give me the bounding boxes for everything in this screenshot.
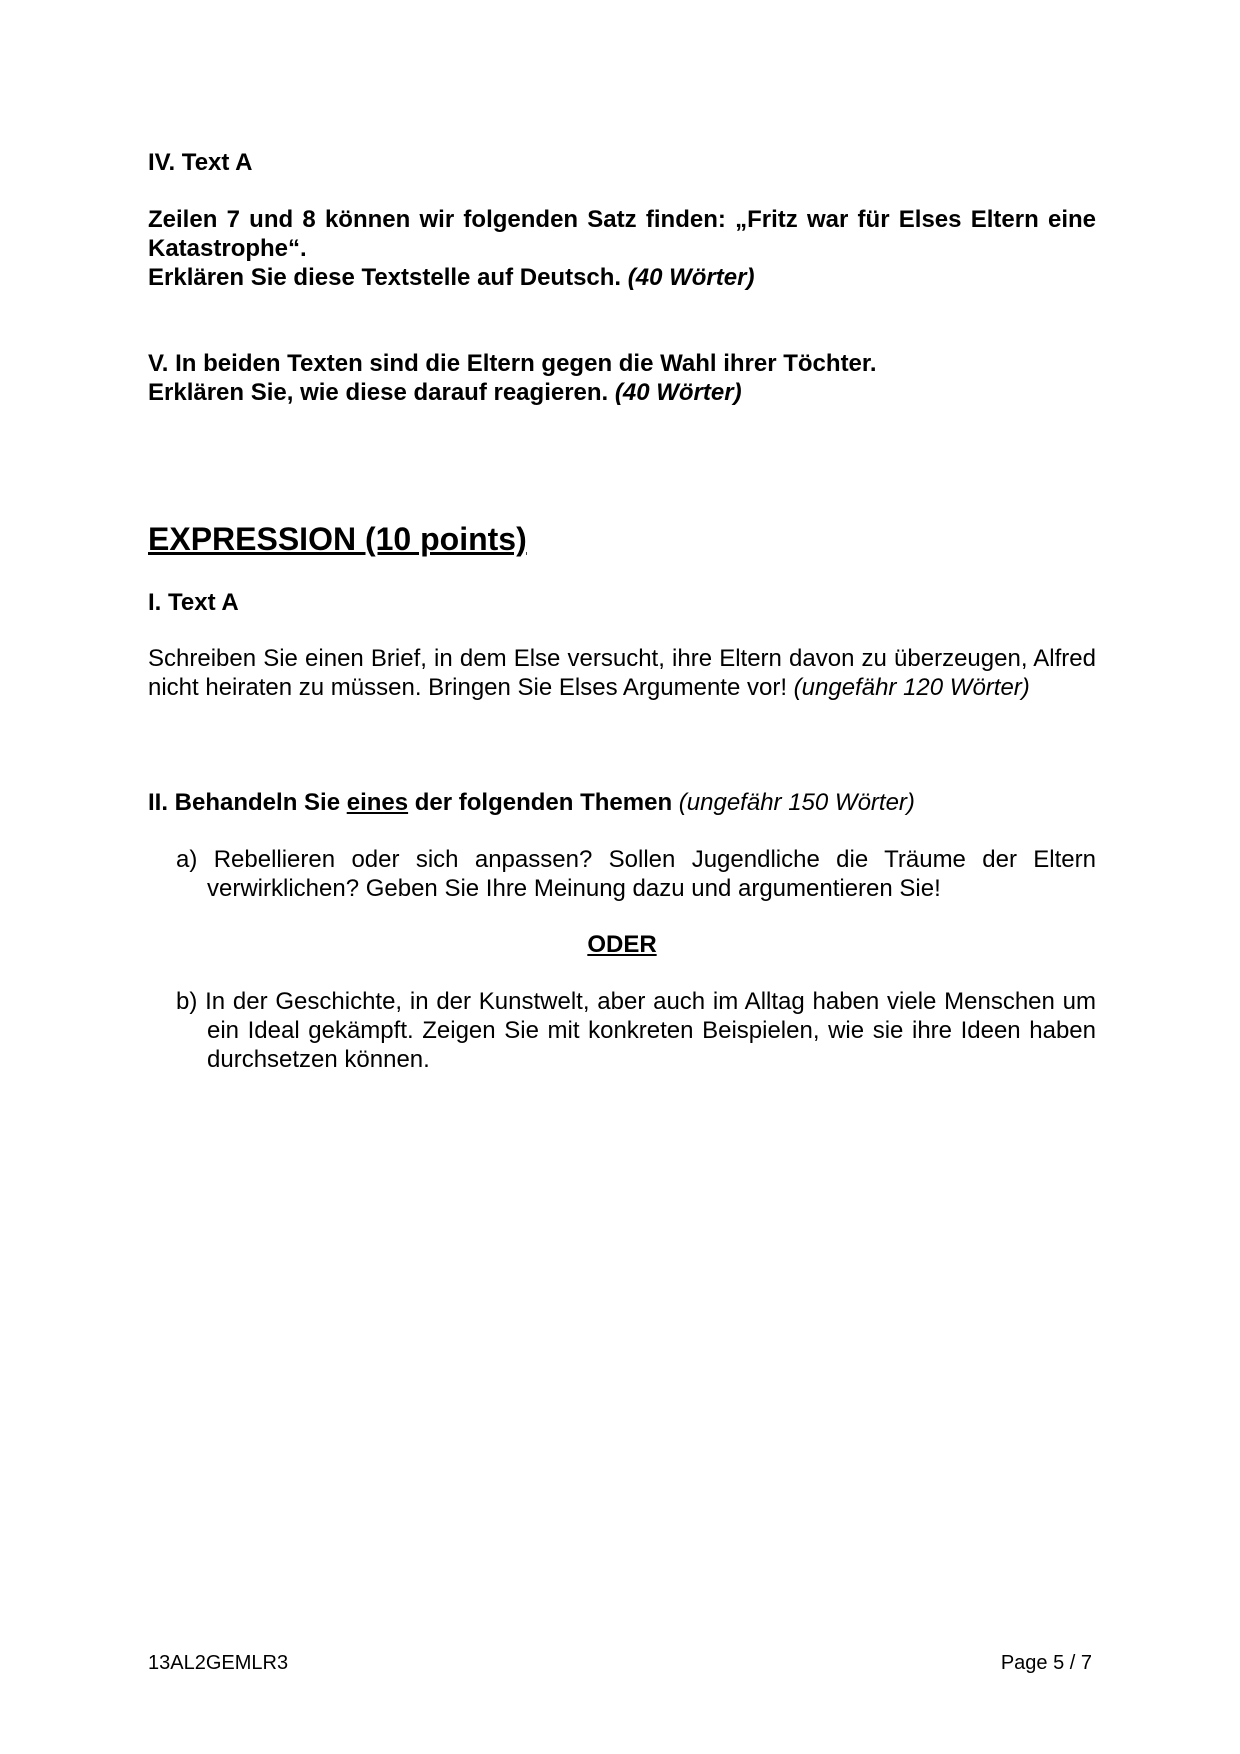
expression-part2-title [148,788,1096,817]
question-iv-word-count: (40 Wörter) [627,264,755,291]
question-v-text [148,349,1096,407]
expression-part1-text [148,644,1096,702]
option-a: a) Rebellieren oder sich anpassen? Sollen Jugendliche die Träume der Eltern verwirklichen? Geben Sie Ihre Meinung dazu und argumentieren Sie! [176,846,1096,902]
expression-part1-body: Schreiben Sie einen Brief, in dem Else versucht, ihre Eltern davon zu überzeugen, Alfred nicht heiraten zu müssen. Bringen Sie Elses Argumente vor! [148,645,1096,701]
question-iv-line1: Zeilen 7 und 8 können wir folgenden Satz finden: „Fritz war für Elses Eltern eine Katastrophe“. [148,206,1096,262]
footer-page-number: Page 5 / 7 [1000,1652,1092,1674]
expression-part1-title: I. Text A [148,589,239,616]
question-iv-instruction: Erklären Sie diese Textstelle auf Deutsch. [148,264,622,291]
expression-heading: EXPRESSION (10 points) [148,521,527,557]
oder-separator: ODER [587,931,657,958]
expression-part2-title-b: der folgenden Themen [414,789,673,816]
expression-part2-title-underlined: eines [346,789,409,816]
expression-part2-word-count: (ungefähr 150 Wörter) [678,789,915,816]
option-b: b) In der Geschichte, in der Kunstwelt, aber auch im Alltag haben viele Menschen um ein Ideal gekämpft. Zeigen Sie mit konkreten Beispielen, wie sie ihre Ideen haben durchsetzen können. [176,988,1096,1073]
question-iv-title: IV. Text A [148,149,253,176]
expression-part2-title-a: II. Behandeln Sie [148,789,341,816]
question-v-instruction: Erklären Sie, wie diese darauf reagieren. [148,379,609,406]
question-v-word-count: (40 Wörter) [614,379,742,406]
footer-code: 13AL2GEMLR3 [148,1652,289,1674]
exam-page [148,0,1096,1754]
question-iv-text [148,205,1096,292]
expression-part1-word-count: (ungefähr 120 Wörter) [793,674,1030,701]
question-v-line1: V. In beiden Texten sind die Eltern gegen die Wahl ihrer Töchter. [148,350,877,377]
